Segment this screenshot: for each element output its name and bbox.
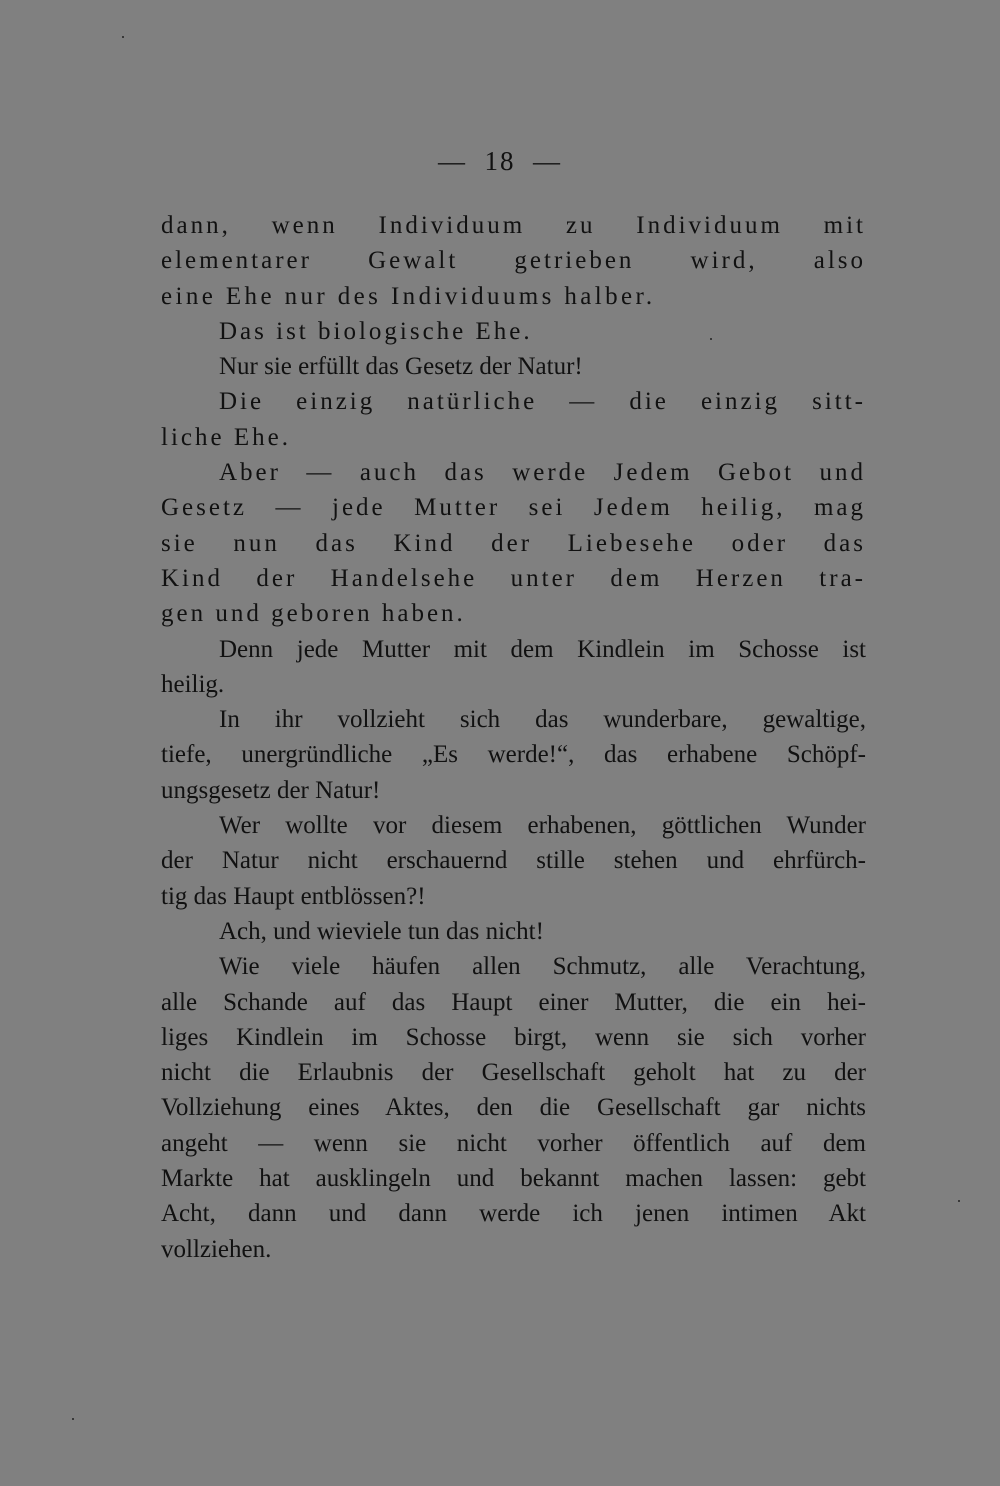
page-number: — 18 —	[438, 146, 562, 176]
text-line: eine Ehe nur des Individuums halber.	[161, 282, 656, 310]
text-line: liche Ehe.	[161, 423, 291, 451]
scan-speck	[958, 1200, 960, 1202]
text-line: Markte hat ausklingeln und bekannt machen lassen: gebt	[161, 1165, 866, 1193]
text-line: Kind der Handelsehe unter dem Herzen tra-	[161, 564, 866, 592]
text-line: ungsgesetz der Natur!	[161, 776, 381, 804]
scan-speck	[72, 1418, 74, 1420]
text-line: dann, wenn Individuum zu Individuum mit	[161, 212, 866, 239]
text-line: Denn jede Mutter mit dem Kindlein im Schosse ist	[219, 635, 866, 663]
text-line: tiefe, unergründliche „Es werde!“, das erhabene Schöpf-	[161, 741, 866, 769]
text-line: Die einzig natürliche — die einzig sitt-	[219, 388, 866, 416]
text-line: Wie viele häufen allen Schmutz, alle Verachtung,	[219, 953, 866, 981]
text-line: Wer wollte vor diesem erhabenen, göttlichen Wunder	[219, 812, 866, 840]
text-line: Gesetz — jede Mutter sei Jedem heilig, mag	[161, 494, 866, 522]
text-line: Ach, und wieviele tun das nicht!	[219, 917, 544, 945]
text-line: angeht — wenn sie nicht vorher öffentlich auf dem	[161, 1129, 866, 1157]
text-line: gen und geboren haben.	[161, 600, 466, 628]
scan-speck	[122, 36, 124, 38]
text-line: Nur sie erfüllt das Gesetz der Natur!	[219, 353, 583, 381]
text-line: der Natur nicht erschauernd stille stehen und ehrfürch-	[161, 847, 866, 875]
text-line: Das ist biologische Ehe.	[219, 317, 533, 345]
text-line: liges Kindlein im Schosse birgt, wenn sie sich vorher	[161, 1023, 866, 1051]
text-line: Aber — auch das werde Jedem Gebot und	[219, 459, 866, 487]
text-line: heilig.	[161, 670, 225, 698]
text-line: Acht, dann und dann werde ich jenen intimen Akt	[161, 1200, 866, 1228]
text-line: sie nun das Kind der Liebesehe oder das	[161, 529, 866, 557]
page-body-text	[161, 208, 866, 1267]
text-line: Vollziehung eines Aktes, den die Gesellschaft gar nichts	[161, 1094, 866, 1122]
text-line: tig das Haupt entblössen?!	[161, 882, 426, 910]
text-line: vollziehen.	[161, 1235, 272, 1263]
text-line: In ihr vollzieht sich das wunderbare, gewaltige,	[219, 706, 866, 734]
text-line: elementarer Gewalt getrieben wird, also	[161, 247, 866, 275]
text-line: alle Schande auf das Haupt einer Mutter, die ein hei-	[161, 988, 866, 1016]
text-line: nicht die Erlaubnis der Gesellschaft geholt hat zu der	[161, 1059, 866, 1087]
scan-speck	[710, 338, 712, 340]
